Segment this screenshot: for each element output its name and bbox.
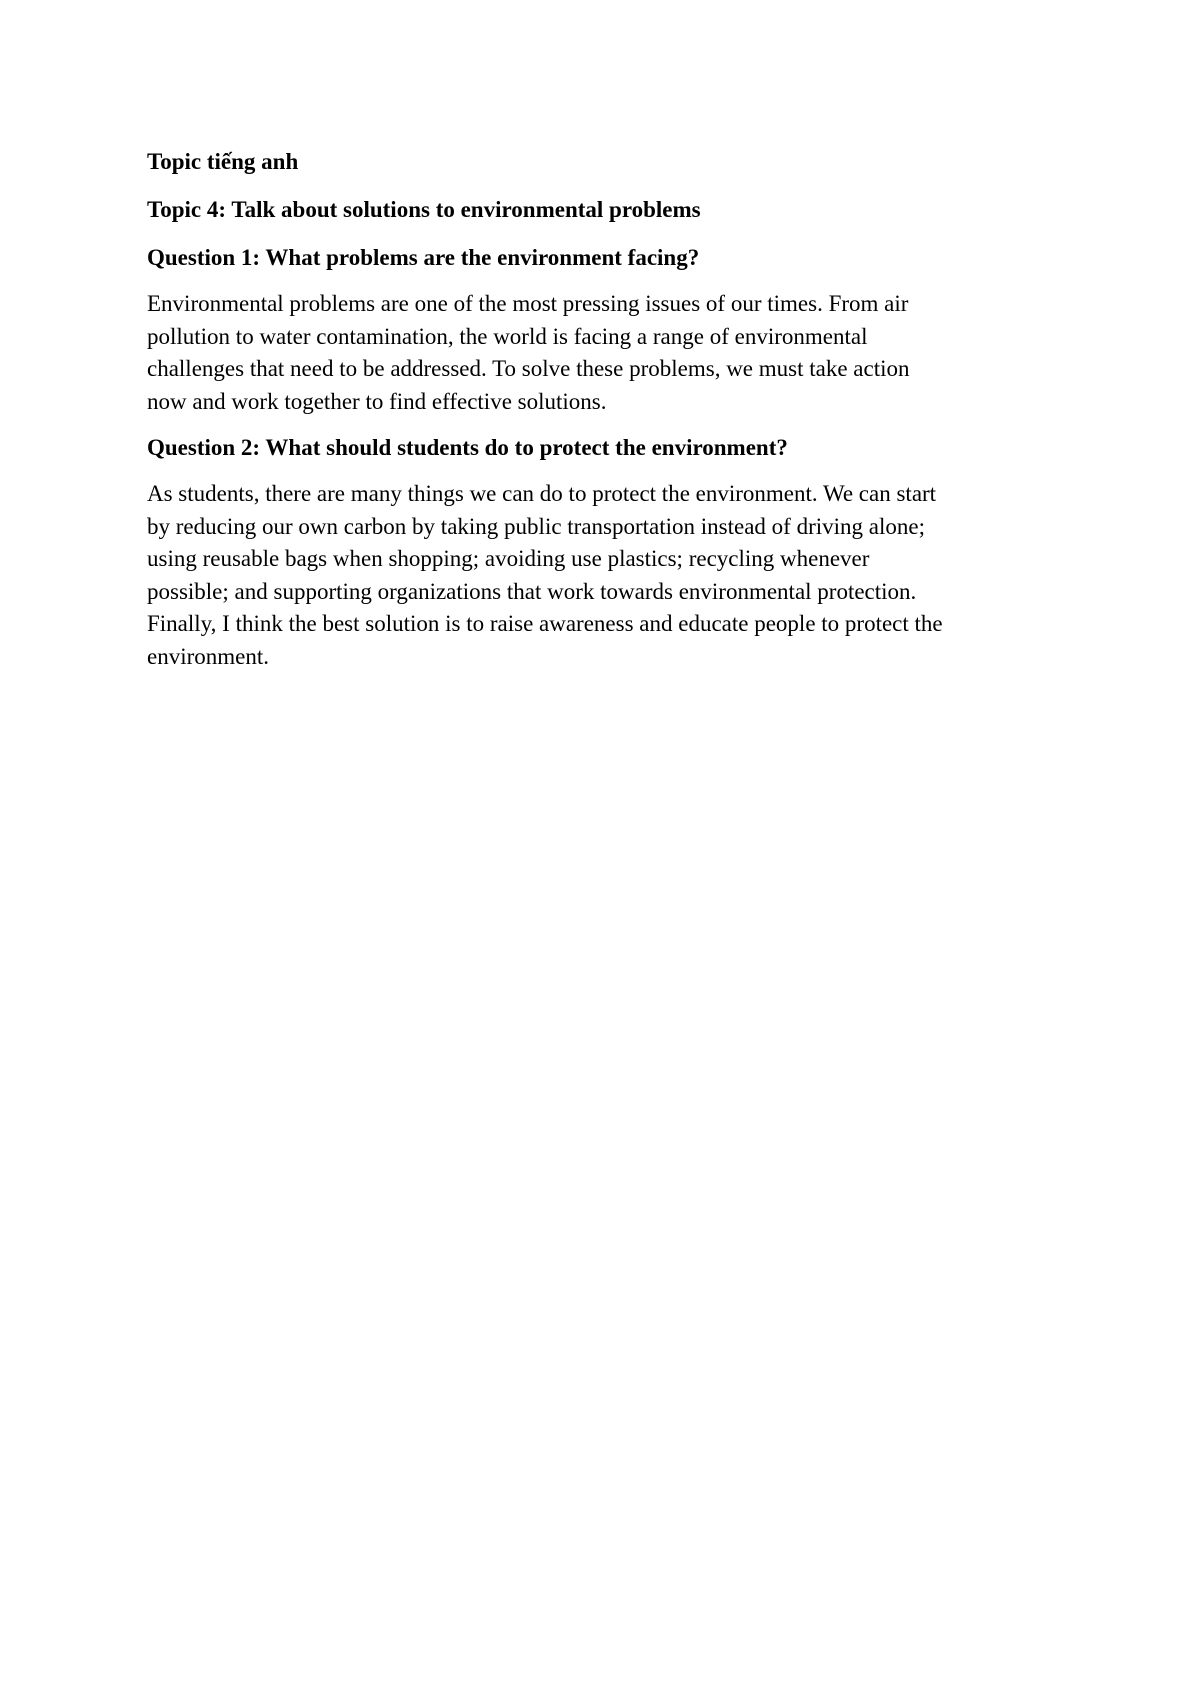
question-2-answer [147,478,1080,673]
question-1-heading: Question 1: What problems are the environment facing? [147,245,700,270]
question-2-heading: Question 2: What should students do to protect the environment? [147,435,788,460]
answer-line: As students, there are many things we can do to protect the environment. We can start [147,481,937,506]
answer-line: possible; and supporting organizations that work towards environmental protection. [147,578,917,604]
answer-line: pollution to water contamination, the world is facing a range of environmental [147,323,868,349]
answer-line: Finally, I think the best solution is to raise awareness and educate people to protect the [147,611,943,636]
answer-line: environment. [147,643,269,669]
answer-line: by reducing our own carbon by taking public transportation instead of driving alone; [147,513,925,539]
answer-line: now and work together to find effective solutions. [147,388,607,414]
answer-line: Environmental problems are one of the most pressing issues of our times. From air [147,291,909,316]
answer-line: using reusable bags when shopping; avoiding use plastics; recycling whenever [147,546,870,571]
topic-heading: Topic 4: Talk about solutions to environmental problems [147,197,701,222]
document-title: Topic tiếng anh [147,149,299,174]
question-1-answer [147,288,1080,418]
answer-line: challenges that need to be addressed. To solve these problems, we must take action [147,356,910,381]
